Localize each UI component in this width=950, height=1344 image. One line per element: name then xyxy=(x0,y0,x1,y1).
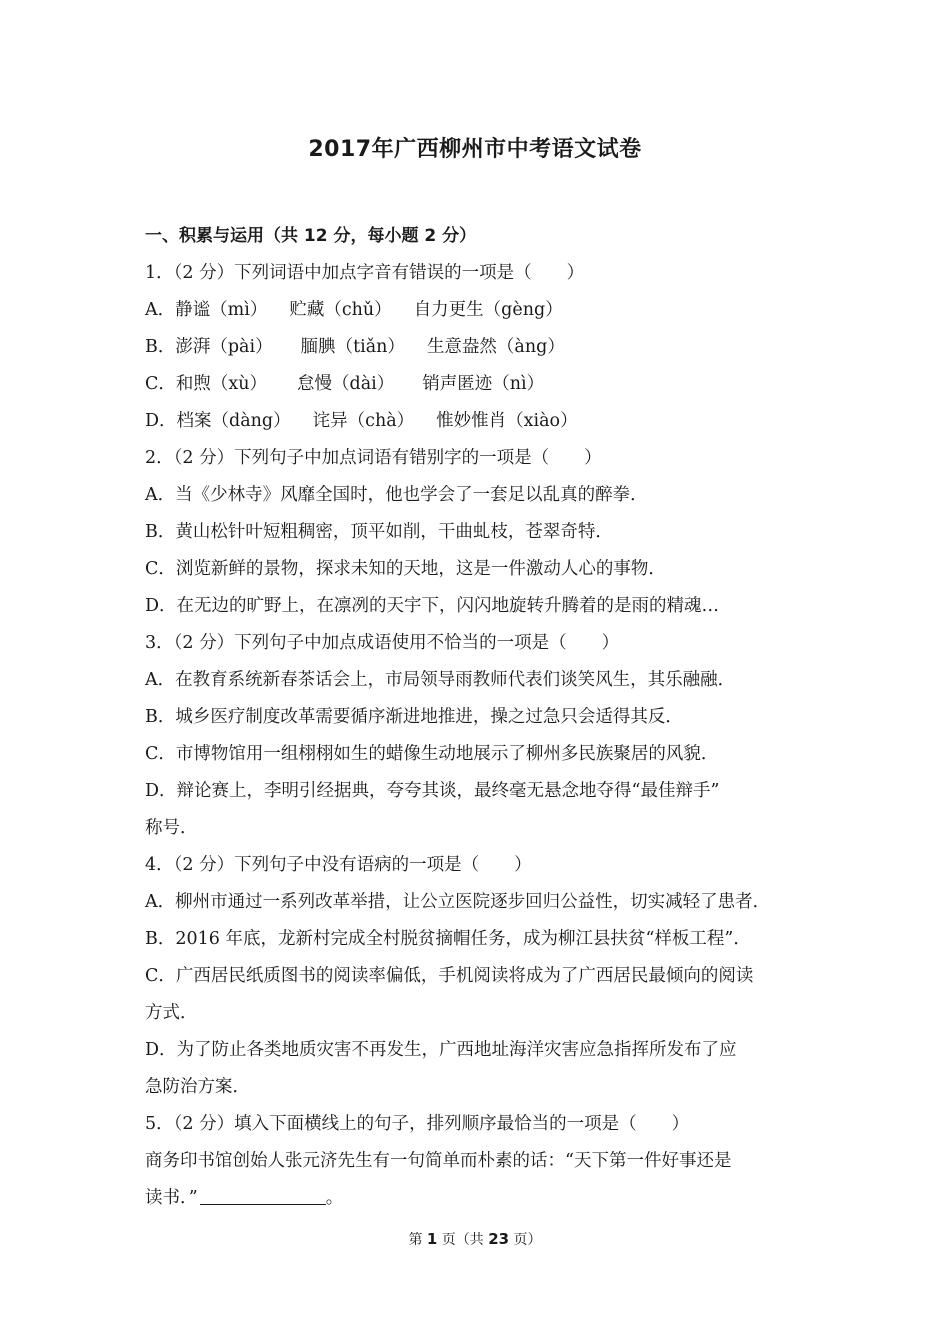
question-4-option-b: B．2016 年底，龙新村完成全村脱贫摘帽任务，成为柳江县扶贫“样板工程”． xyxy=(145,929,751,949)
question-4-option-a: A．柳州市通过一系列改革举措，让公立医院逐步回归公益性，切实减轻了患者． xyxy=(145,892,771,912)
question-3-option-b: B．城乡医疗制度改革需要循序渐进地推进，操之过急只会适得其反． xyxy=(145,707,683,727)
question-3-option-a: A．在教育系统新春茶话会上，市局领导雨教师代表们谈笑风生，其乐融融． xyxy=(145,670,736,690)
option-term: 怠慢（dài） xyxy=(297,374,395,394)
question-3-option-d: D．辩论赛上，李明引经据典，夸夸其谈，最终毫无悬念地夺得“最佳辩手” xyxy=(145,781,720,801)
question-2-option-a: A．当《少林寺》风靡全国时，他也学会了一套足以乱真的醉拳． xyxy=(145,485,648,505)
page-title: 2017年广西柳州市中考语文试卷 xyxy=(308,137,642,162)
page-footer xyxy=(0,1229,950,1249)
option-term: C．和煦（xù） xyxy=(145,374,268,394)
footer-total-pages: 23 xyxy=(488,1230,510,1248)
section-heading: 一、积累与运用（共 12 分，每小题 2 分） xyxy=(145,226,477,246)
question-4-option-d-continued: 急防治方案． xyxy=(145,1077,250,1097)
question-2-stem: 2．（2 分）下列句子中加点词语有错别字的一项是（ ） xyxy=(145,448,602,468)
passage-text: 读书．” xyxy=(145,1188,198,1208)
option-term: D．档案（dàng） xyxy=(145,411,291,431)
passage-end: 。 xyxy=(325,1188,344,1208)
option-term: A．静谧（mì） xyxy=(145,300,268,320)
option-term: 惟妙惟肖（xiào） xyxy=(436,411,578,431)
question-4-stem: 4．（2 分）下列句子中没有语病的一项是（ ） xyxy=(145,855,532,875)
question-5-passage-continued xyxy=(145,1180,825,1217)
option-term: 生意盎然（àng） xyxy=(426,337,565,357)
option-term: B．澎湃（pài） xyxy=(145,337,273,357)
question-1-option-c xyxy=(145,366,825,403)
option-term: 腼腆（tiǎn） xyxy=(300,337,405,357)
footer-suffix: 页） xyxy=(509,1232,542,1248)
question-2-option-b: B．黄山松针叶短粗稠密，顶平如削，干曲虬枝，苍翠奇特． xyxy=(145,522,613,542)
option-term: 贮藏（chǔ） xyxy=(289,300,392,320)
question-3-stem: 3．（2 分）下列句子中加点成语使用不恰当的一项是（ ） xyxy=(145,633,620,653)
question-1-option-b xyxy=(145,329,825,366)
option-term: 自力更生（gèng） xyxy=(413,300,563,320)
question-5-stem: 5．（2 分）填入下面横线上的句子，排列顺序最恰当的一项是（ ） xyxy=(145,1114,690,1134)
exam-content xyxy=(145,218,825,1217)
question-2-option-c: C．浏览新鲜的景物，探求未知的天地，这是一件激动人心的事物． xyxy=(145,559,666,579)
question-1-stem: 1．（2 分）下列词语中加点字音有错误的一项是（ ） xyxy=(145,263,585,283)
question-5-passage: 商务印书馆创始人张元济先生有一句简单而朴素的话：“天下第一件好事还是 xyxy=(145,1151,732,1171)
option-term: 销声匿迹（nì） xyxy=(422,374,545,394)
option-term: 诧异（chà） xyxy=(312,411,415,431)
question-1-option-a xyxy=(145,292,825,329)
footer-prefix: 第 xyxy=(408,1232,427,1248)
question-2-option-d: D．在无边的旷野上，在凛冽的天宇下，闪闪地旋转升腾着的是雨的精魂… xyxy=(145,596,720,616)
question-1-option-d xyxy=(145,403,825,440)
question-3-option-c: C．市博物馆用一组栩栩如生的蜡像生动地展示了柳州多民族聚居的风貌． xyxy=(145,744,719,764)
answer-blank xyxy=(200,1186,326,1205)
question-4-option-c-continued: 方式． xyxy=(145,1003,198,1023)
question-4-option-c: C．广西居民纸质图书的阅读率偏低，手机阅读将成为了广西居民最倾向的阅读 xyxy=(145,966,754,986)
footer-middle: 页（共 xyxy=(437,1232,489,1248)
question-4-option-d: D．为了防止各类地质灾害不再发生，广西地址海洋灾害应急指挥所发布了应 xyxy=(145,1040,737,1060)
footer-page-number: 1 xyxy=(426,1230,438,1248)
question-3-option-d-continued: 称号． xyxy=(145,818,198,838)
